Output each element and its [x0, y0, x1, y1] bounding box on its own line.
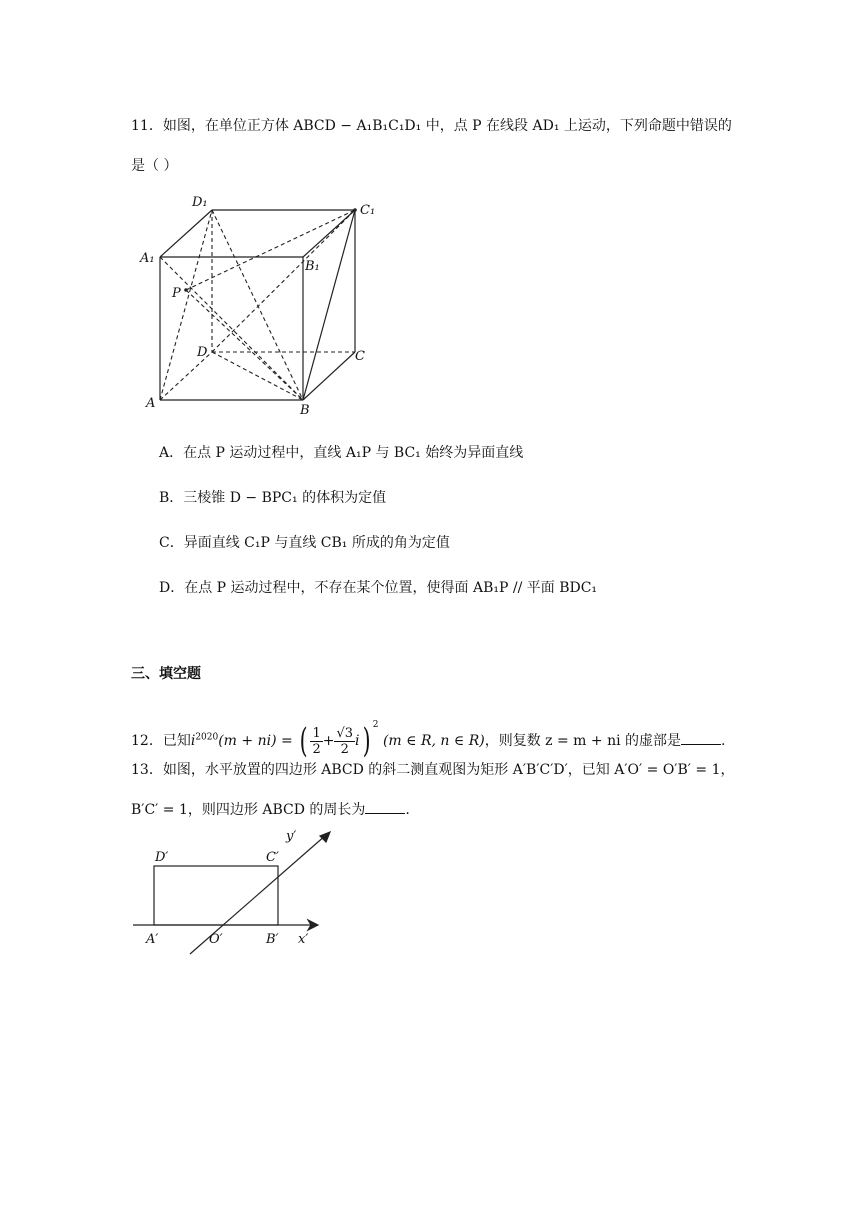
- label-y-prime: y′: [286, 829, 297, 844]
- q13-stem-line1: 13．如图，水平放置的四边形 ABCD 的斜二测直观图为矩形 A′B′C′D′，已知 A′O′ = O′B′ = 1，: [131, 762, 735, 778]
- label-o-prime: O′: [209, 932, 223, 947]
- q12-stem: 12．已知$i^{2020}(m + ni)$ = ( $\frac{1}{2}$ + $\frac{√3}{2}$ i) $^2$ (m ∈ R, n ∈ R)，则复数 z = m + ni 的虚部是 .: [131, 720, 726, 761]
- q12-outer-exp: 2: [372, 720, 379, 730]
- q12-condition: (m ∈ R, n ∈ R): [382, 733, 485, 749]
- q12-frac-half: $\frac{1}{2}$: [312, 725, 321, 757]
- label-b1: B₁: [305, 259, 320, 274]
- label-a: A: [146, 396, 156, 411]
- q11-option-a: A．在点 P 运动过程中，直线 A₁P 与 BC₁ 始终为异面直线: [159, 445, 524, 461]
- label-d-prime: D′: [155, 850, 169, 865]
- y-axis-arrow: [320, 832, 330, 842]
- rectangle-abcd: [154, 866, 278, 925]
- q12-exponent: 2020: [195, 732, 219, 743]
- q12-prefix: 12．已知: [131, 733, 191, 749]
- section-title: 三、填空题: [131, 666, 201, 682]
- q11-stem-line2: 是（ ）: [131, 158, 178, 174]
- q11-stem-line1: 11．如图，在单位正方体 ABCD − A₁B₁C₁D₁ 中，点 P 在线段 AD₁ 上运动，下列命题中错误的: [131, 118, 732, 134]
- label-c: C: [355, 349, 365, 364]
- q13-stem-line2: B′C′ = 1，则四边形 ABCD 的周长为 .: [131, 802, 410, 818]
- label-x-prime: x′: [298, 932, 309, 947]
- label-c-prime: C′: [266, 850, 279, 865]
- q11-option-b: B．三棱锥 D − BPC₁ 的体积为定值: [159, 490, 387, 506]
- label-c1: C₁: [360, 203, 376, 218]
- label-b: B: [300, 403, 310, 418]
- label-a-prime: A′: [146, 932, 159, 947]
- q13-line2-text: B′C′ = 1，则四边形 ABCD 的周长为: [131, 802, 366, 818]
- label-p: P: [172, 286, 181, 301]
- label-d: D: [197, 345, 208, 360]
- label-a1: A₁: [140, 251, 155, 266]
- label-d1: D₁: [192, 195, 208, 210]
- label-b-prime: B′: [266, 932, 279, 947]
- q12-mid: (m + ni) =: [218, 733, 293, 749]
- q12-suffix: ，则复数 z = m + ni 的虚部是: [484, 733, 682, 749]
- q12-frac-sqrt3: $\frac{√3}{2}$: [336, 725, 354, 757]
- q11-option-d: D．在点 P 运动过程中，不存在某个位置，使得面 AB₁P // 平面 BDC₁: [159, 580, 598, 596]
- q11-option-c: C．异面直线 C₁P 与直线 CB₁ 所成的角为定值: [159, 535, 450, 551]
